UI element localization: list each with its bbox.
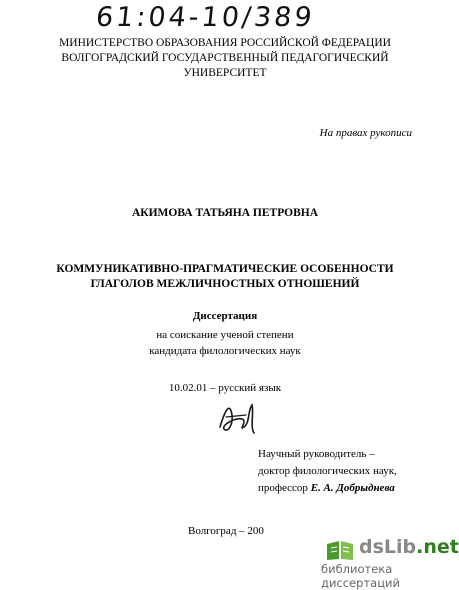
university-line: ВОЛГОГРАДСКИЙ ГОСУДАРСТВЕННЫЙ ПЕДАГОГИЧЕСКИЙ [61, 52, 389, 64]
watermark-brand [359, 536, 459, 558]
document-type: Диссертация [192, 310, 258, 322]
supervisor-rank: профессор [258, 482, 311, 494]
watermark-brand-name: dsLib [359, 536, 417, 558]
specialty-code: 10.02.01 – русский язык [168, 382, 282, 394]
dslib-watermark[interactable] [317, 536, 459, 590]
ministry-header [0, 36, 450, 81]
manuscript-rights-note: На правах рукописи [319, 127, 412, 139]
supervisor-block [258, 446, 397, 497]
title-line-1: КОММУНИКАТИВНО-ПРАГМАТИЧЕСКИЕ ОСОБЕННОСТИ [56, 263, 394, 275]
city-year: Волгоград – 200 [188, 525, 264, 537]
university-line-end: УНИВЕРСИТЕТ [183, 67, 267, 79]
author-name: АКИМОВА ТАТЬЯНА ПЕТРОВНА [131, 207, 319, 219]
watermark-tld: .net [416, 536, 459, 558]
ministry-line: МИНИСТЕРСТВО ОБРАЗОВАНИЯ РОССИЙСКОЙ ФЕДЕРАЦИИ [59, 37, 391, 49]
supervisor-title [258, 480, 397, 497]
handwritten-catalog-number: 61:04-10/389 [94, 2, 317, 33]
degree-line-2: кандидата филологических наук [149, 345, 301, 357]
supervisor-degree: доктор филологических наук, [258, 465, 397, 477]
dissertation-title [0, 262, 450, 292]
author-signature [212, 397, 262, 439]
book-logo-icon [325, 538, 355, 562]
supervisor-name: Е. А. Добрыднева [310, 482, 395, 494]
title-line-2: ГЛАГОЛОВ МЕЖЛИЧНОСТНЫХ ОТНОШЕНИЙ [90, 278, 360, 290]
supervisor-label: Научный руководитель – [258, 448, 375, 460]
watermark-tagline: библиотека диссертаций [321, 562, 400, 590]
degree-line-1: на соискание ученой степени [156, 329, 294, 341]
